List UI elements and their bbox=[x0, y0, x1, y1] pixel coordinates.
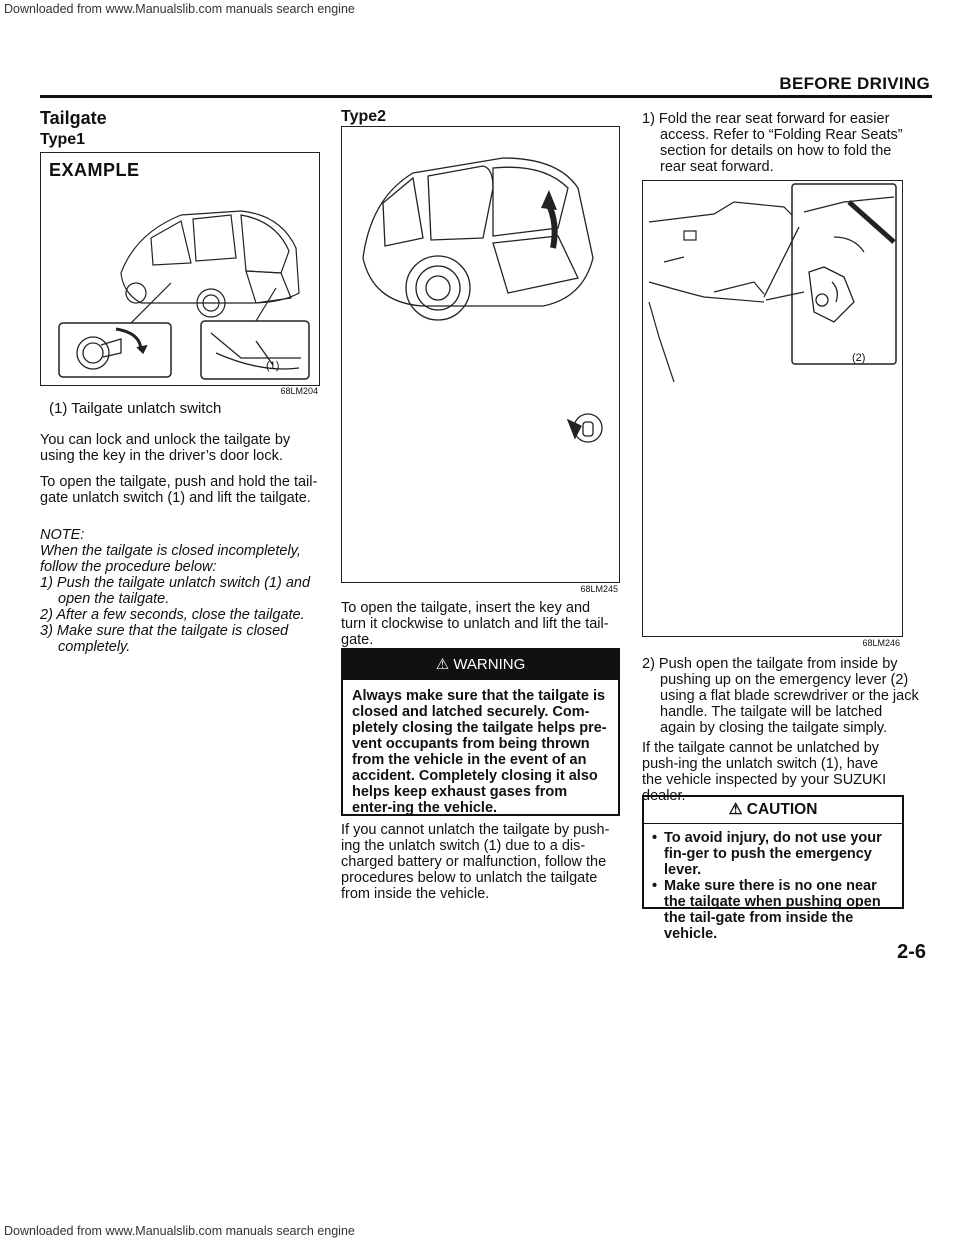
type2-subtitle: Type2 bbox=[341, 108, 387, 125]
warning-header bbox=[343, 650, 618, 680]
warning-title: WARNING bbox=[453, 656, 526, 673]
warning-box bbox=[341, 648, 620, 816]
note-step: 2) After a few seconds, close the tailgate. bbox=[40, 607, 305, 623]
bottom-download-banner: Downloaded from www.Manualslib.com manuals search engine bbox=[4, 1224, 355, 1238]
caution-icon: ⚠ bbox=[728, 801, 743, 818]
top-download-banner: Downloaded from www.Manualslib.com manuals search engine bbox=[4, 2, 355, 16]
note-title: NOTE: bbox=[40, 527, 85, 543]
col3-step1: 1) Fold the rear seat forward for easier access. Refer to “Folding Rear Seats” section for details on how to fold the rear seat forward. bbox=[642, 111, 903, 175]
caution-item: • Make sure there is no one near the tailgate when pushing open the tail-gate from inside the vehicle. bbox=[652, 878, 881, 942]
col1-para2: To open the tailgate, push and hold the tail-gate unlatch switch (1) and lift the tailgate. bbox=[40, 474, 318, 506]
type1-subtitle: Type1 bbox=[40, 131, 86, 148]
tailgate-title: Tailgate bbox=[40, 108, 107, 128]
type1-car-illustration bbox=[41, 153, 319, 385]
type1-caption: (1) Tailgate unlatch switch bbox=[49, 400, 222, 417]
page-number: 2-6 bbox=[897, 941, 926, 963]
col2-para1: To open the tailgate, insert the key and turn it clockwise to unlatch and lift the tail-gate. bbox=[341, 600, 609, 648]
type2-car-illustration bbox=[343, 128, 616, 578]
header-rule bbox=[40, 95, 932, 98]
example-label: EXAMPLE bbox=[49, 160, 140, 180]
note-block bbox=[40, 527, 318, 655]
caution-item: • To avoid injury, do not use your fin-ger to push the emergency lever. bbox=[652, 830, 882, 878]
type1-figure-code: 68LM204 bbox=[280, 386, 318, 396]
col3-para: If the tailgate cannot be unlatched by push-ing the unlatch switch (1), have the vehicle inspected by your SUZUKI dealer. bbox=[642, 740, 887, 804]
caution-list bbox=[644, 824, 902, 948]
type1-figure bbox=[40, 152, 320, 386]
note-intro: When the tailgate is closed incompletely, follow the procedure below: bbox=[40, 543, 301, 575]
col3-step2: 2) Push open the tailgate from inside by pushing up on the emergency lever (2) using a flat blade screwdriver or the jack handle. The tailgate will be latched again by closing the tailgate simply. bbox=[642, 656, 919, 736]
lever-figure-code: 68LM246 bbox=[862, 638, 900, 648]
col1-para1: You can lock and unlock the tailgate by using the key in the driver’s door lock. bbox=[40, 432, 291, 464]
col2-para2: If you cannot unlatch the tailgate by push-ing the unlatch switch (1) due to a dis-charged battery or malfunction, follow the procedures below to unlatch the tailgate from inside the vehicle. bbox=[341, 822, 610, 902]
caution-header bbox=[644, 797, 902, 824]
type1-callout-1: (1) bbox=[266, 360, 280, 372]
warning-text: Always make sure that the tailgate is closed and latched securely. Com-pletely closing the tailgate helps pre-vent occupants from being thrown from the vehicle in the event of an accident. Completely closing it also helps keep exhaust gases from enter-ing the vehicle. bbox=[352, 688, 607, 816]
caution-box bbox=[642, 795, 904, 942]
type2-figure-code: 68LM245 bbox=[580, 584, 618, 594]
caution-title: CAUTION bbox=[746, 801, 818, 818]
section-header: BEFORE DRIVING bbox=[779, 74, 930, 93]
note-step: 3) Make sure that the tailgate is closed completely. bbox=[40, 623, 289, 655]
lever-callout-2: (2) bbox=[852, 352, 866, 364]
note-step: 1) Push the tailgate unlatch switch (1) and open the tailgate. bbox=[40, 575, 311, 607]
emergency-lever-illustration bbox=[644, 182, 899, 633]
warning-icon: ⚠ bbox=[435, 656, 450, 673]
